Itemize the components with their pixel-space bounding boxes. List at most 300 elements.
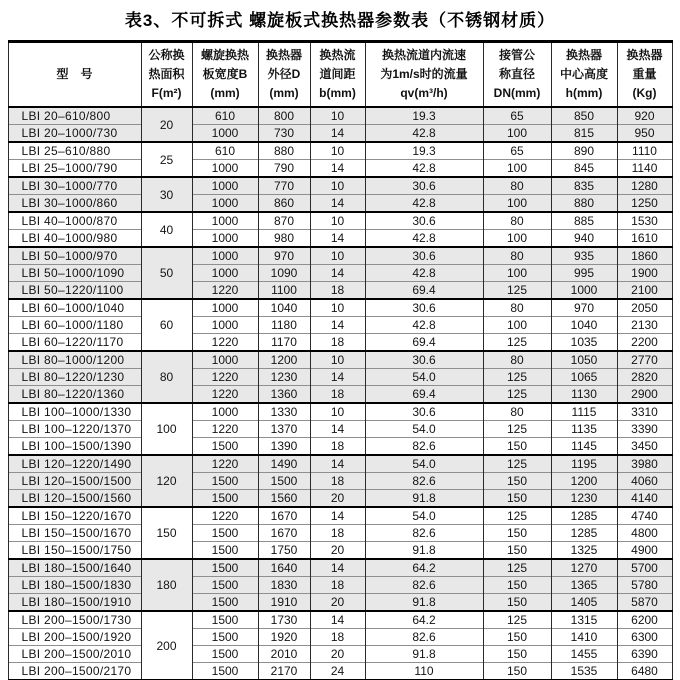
- flow-rate-cell: 30.6: [365, 247, 483, 265]
- column-header-line: 换热器: [565, 48, 602, 62]
- outer-diameter-cell: 1640: [258, 559, 310, 577]
- nozzle-diameter-cell: 100: [483, 230, 551, 248]
- flow-rate-cell: 54.0: [365, 455, 483, 473]
- center-height-cell: 845: [551, 160, 617, 178]
- model-cell: LBI 180–1500/1640: [8, 559, 141, 577]
- column-header-line: 换热器: [626, 48, 663, 62]
- outer-diameter-cell: 860: [258, 195, 310, 213]
- channel-spacing-cell: 14: [310, 230, 365, 248]
- model-cell: LBI 150–1500/1670: [8, 525, 141, 542]
- outer-diameter-cell: 770: [258, 177, 310, 195]
- outer-diameter-cell: 980: [258, 230, 310, 248]
- flow-rate-cell: 54.0: [365, 421, 483, 438]
- plate-width-cell: 1500: [192, 646, 258, 663]
- column-header-outer-diameter: [258, 42, 310, 108]
- flow-rate-cell: 19.3: [365, 107, 483, 125]
- outer-diameter-cell: 800: [258, 107, 310, 125]
- nozzle-diameter-cell: 150: [483, 473, 551, 490]
- center-height-cell: 835: [551, 177, 617, 195]
- plate-width-cell: 1500: [192, 611, 258, 629]
- table-row: [8, 299, 672, 317]
- channel-spacing-cell: 10: [310, 177, 365, 195]
- nozzle-diameter-cell: 100: [483, 195, 551, 213]
- channel-spacing-cell: 14: [310, 507, 365, 525]
- nominal-area-cell: 50: [141, 247, 192, 299]
- nozzle-diameter-cell: 125: [483, 421, 551, 438]
- channel-spacing-cell: 14: [310, 421, 365, 438]
- flow-rate-cell: 42.8: [365, 125, 483, 143]
- weight-cell: 2820: [617, 369, 672, 386]
- model-cell: LBI 60–1000/1040: [8, 299, 141, 317]
- column-header-line: F(m²): [151, 86, 182, 100]
- center-height-cell: 1035: [551, 334, 617, 352]
- model-cell: LBI 200–1500/2170: [8, 663, 141, 680]
- column-header-line: 型 号: [56, 67, 93, 81]
- plate-width-cell: 1000: [192, 230, 258, 248]
- nozzle-diameter-cell: 150: [483, 577, 551, 594]
- weight-cell: 4740: [617, 507, 672, 525]
- plate-width-cell: 1500: [192, 473, 258, 490]
- center-height-cell: 970: [551, 299, 617, 317]
- nominal-area-cell: 180: [141, 559, 192, 611]
- nozzle-diameter-cell: 125: [483, 334, 551, 352]
- channel-spacing-cell: 18: [310, 386, 365, 404]
- table-row: [8, 125, 672, 143]
- model-cell: LBI 50–1000/1090: [8, 265, 141, 282]
- channel-spacing-cell: 18: [310, 525, 365, 542]
- weight-cell: 5780: [617, 577, 672, 594]
- center-height-cell: 1195: [551, 455, 617, 473]
- plate-width-cell: 1220: [192, 386, 258, 404]
- table-row: [8, 438, 672, 456]
- center-height-cell: 995: [551, 265, 617, 282]
- channel-spacing-cell: 10: [310, 351, 365, 369]
- plate-width-cell: 1500: [192, 559, 258, 577]
- flow-rate-cell: 82.6: [365, 525, 483, 542]
- center-height-cell: 1325: [551, 542, 617, 560]
- weight-cell: 3980: [617, 455, 672, 473]
- plate-width-cell: 1500: [192, 542, 258, 560]
- column-header-line: (Kg): [632, 86, 657, 100]
- channel-spacing-cell: 20: [310, 646, 365, 663]
- channel-spacing-cell: 10: [310, 212, 365, 230]
- nozzle-diameter-cell: 80: [483, 247, 551, 265]
- weight-cell: 2900: [617, 386, 672, 404]
- plate-width-cell: 1000: [192, 160, 258, 178]
- channel-spacing-cell: 14: [310, 195, 365, 213]
- nozzle-diameter-cell: 125: [483, 611, 551, 629]
- weight-cell: 2100: [617, 282, 672, 300]
- nominal-area-cell: 120: [141, 455, 192, 507]
- model-cell: LBI 180–1500/1830: [8, 577, 141, 594]
- nozzle-diameter-cell: 125: [483, 559, 551, 577]
- table-row: [8, 559, 672, 577]
- model-cell: LBI 100–1000/1330: [8, 403, 141, 421]
- flow-rate-cell: 19.3: [365, 142, 483, 160]
- weight-cell: 6300: [617, 629, 672, 646]
- column-header-center-height: [551, 42, 617, 108]
- center-height-cell: 1230: [551, 490, 617, 508]
- weight-cell: 4900: [617, 542, 672, 560]
- column-header-line: h(mm): [565, 86, 603, 100]
- outer-diameter-cell: 1490: [258, 455, 310, 473]
- flow-rate-cell: 42.8: [365, 195, 483, 213]
- nozzle-diameter-cell: 150: [483, 542, 551, 560]
- center-height-cell: 1285: [551, 525, 617, 542]
- weight-cell: 6390: [617, 646, 672, 663]
- plate-width-cell: 1000: [192, 195, 258, 213]
- center-height-cell: 815: [551, 125, 617, 143]
- table-row: [8, 455, 672, 473]
- column-header-line: 换热器: [265, 48, 302, 62]
- outer-diameter-cell: 1040: [258, 299, 310, 317]
- column-header-nozzle-diameter: [483, 42, 551, 108]
- column-header-line: 公称换: [148, 48, 185, 62]
- model-cell: LBI 20–1000/730: [8, 125, 141, 143]
- plate-width-cell: 1500: [192, 577, 258, 594]
- flow-rate-cell: 69.4: [365, 386, 483, 404]
- table-row: [8, 490, 672, 508]
- column-header-line: (mm): [210, 86, 240, 100]
- flow-rate-cell: 69.4: [365, 334, 483, 352]
- table-row: [8, 351, 672, 369]
- table-row: [8, 663, 672, 680]
- nozzle-diameter-cell: 150: [483, 629, 551, 646]
- plate-width-cell: 1500: [192, 594, 258, 612]
- weight-cell: 1900: [617, 265, 672, 282]
- outer-diameter-cell: 1090: [258, 265, 310, 282]
- table-row: [8, 629, 672, 646]
- channel-spacing-cell: 18: [310, 334, 365, 352]
- center-height-cell: 935: [551, 247, 617, 265]
- model-cell: LBI 40–1000/980: [8, 230, 141, 248]
- plate-width-cell: 1500: [192, 490, 258, 508]
- channel-spacing-cell: 14: [310, 455, 365, 473]
- table-row: [8, 265, 672, 282]
- column-header-line: 外径D: [267, 67, 301, 81]
- weight-cell: 3310: [617, 403, 672, 421]
- nominal-area-cell: 100: [141, 403, 192, 455]
- channel-spacing-cell: 24: [310, 663, 365, 680]
- table-row: [8, 195, 672, 213]
- model-cell: LBI 30–1000/770: [8, 177, 141, 195]
- weight-cell: 3450: [617, 438, 672, 456]
- model-cell: LBI 30–1000/860: [8, 195, 141, 213]
- flow-rate-cell: 64.2: [365, 611, 483, 629]
- table-row: [8, 386, 672, 404]
- plate-width-cell: 610: [192, 142, 258, 160]
- model-cell: LBI 200–1500/1920: [8, 629, 141, 646]
- model-cell: LBI 60–1220/1170: [8, 334, 141, 352]
- plate-width-cell: 1220: [192, 334, 258, 352]
- weight-cell: 1280: [617, 177, 672, 195]
- nominal-area-cell: 150: [141, 507, 192, 559]
- plate-width-cell: 1500: [192, 438, 258, 456]
- outer-diameter-cell: 1500: [258, 473, 310, 490]
- plate-width-cell: 610: [192, 107, 258, 125]
- outer-diameter-cell: 1200: [258, 351, 310, 369]
- model-cell: LBI 200–1500/1730: [8, 611, 141, 629]
- model-cell: LBI 25–1000/790: [8, 160, 141, 178]
- table-row: [8, 542, 672, 560]
- column-header-line: qv(m³/h): [400, 86, 448, 100]
- column-header-line: 板宽度B: [202, 67, 248, 81]
- model-cell: LBI 50–1000/970: [8, 247, 141, 265]
- column-header-line: 热面积: [148, 67, 185, 81]
- flow-rate-cell: 91.8: [365, 490, 483, 508]
- weight-cell: 2050: [617, 299, 672, 317]
- outer-diameter-cell: 1910: [258, 594, 310, 612]
- column-header-line: 换热流道内流速: [381, 48, 466, 62]
- weight-cell: 950: [617, 125, 672, 143]
- nominal-area-cell: 80: [141, 351, 192, 403]
- weight-cell: 6200: [617, 611, 672, 629]
- flow-rate-cell: 54.0: [365, 507, 483, 525]
- outer-diameter-cell: 1390: [258, 438, 310, 456]
- nozzle-diameter-cell: 150: [483, 594, 551, 612]
- weight-cell: 4140: [617, 490, 672, 508]
- outer-diameter-cell: 1330: [258, 403, 310, 421]
- flow-rate-cell: 69.4: [365, 282, 483, 300]
- center-height-cell: 1270: [551, 559, 617, 577]
- channel-spacing-cell: 10: [310, 247, 365, 265]
- column-header-line: 接管公: [498, 48, 535, 62]
- model-cell: LBI 120–1500/1500: [8, 473, 141, 490]
- outer-diameter-cell: 1100: [258, 282, 310, 300]
- flow-rate-cell: 82.6: [365, 473, 483, 490]
- table-row: [8, 403, 672, 421]
- model-cell: LBI 120–1500/1560: [8, 490, 141, 508]
- outer-diameter-cell: 1560: [258, 490, 310, 508]
- table-row: [8, 160, 672, 178]
- nozzle-diameter-cell: 100: [483, 160, 551, 178]
- flow-rate-cell: 42.8: [365, 317, 483, 334]
- channel-spacing-cell: 18: [310, 577, 365, 594]
- outer-diameter-cell: 790: [258, 160, 310, 178]
- plate-width-cell: 1500: [192, 629, 258, 646]
- channel-spacing-cell: 20: [310, 542, 365, 560]
- outer-diameter-cell: 870: [258, 212, 310, 230]
- outer-diameter-cell: 1730: [258, 611, 310, 629]
- center-height-cell: 850: [551, 107, 617, 125]
- table-header-row: [8, 42, 672, 108]
- nozzle-diameter-cell: 100: [483, 125, 551, 143]
- nozzle-diameter-cell: 125: [483, 386, 551, 404]
- flow-rate-cell: 30.6: [365, 299, 483, 317]
- nozzle-diameter-cell: 150: [483, 646, 551, 663]
- center-height-cell: 1040: [551, 317, 617, 334]
- column-header-channel-spacing: [310, 42, 365, 108]
- weight-cell: 3390: [617, 421, 672, 438]
- column-header-line: (mm): [269, 86, 299, 100]
- table-row: [8, 577, 672, 594]
- nozzle-diameter-cell: 125: [483, 369, 551, 386]
- center-height-cell: 940: [551, 230, 617, 248]
- weight-cell: 6480: [617, 663, 672, 680]
- column-header-weight: [617, 42, 672, 108]
- weight-cell: 1140: [617, 160, 672, 178]
- model-cell: LBI 25–610/880: [8, 142, 141, 160]
- table-row: [8, 646, 672, 663]
- outer-diameter-cell: 2010: [258, 646, 310, 663]
- center-height-cell: 1405: [551, 594, 617, 612]
- channel-spacing-cell: 14: [310, 125, 365, 143]
- channel-spacing-cell: 10: [310, 107, 365, 125]
- table-row: [8, 334, 672, 352]
- nozzle-diameter-cell: 100: [483, 317, 551, 334]
- table-title: 表3、不可拆式 螺旋板式换热器参数表（不锈钢材质）: [124, 11, 556, 30]
- column-header-line: b(mm): [319, 86, 356, 100]
- table-row: [8, 369, 672, 386]
- table-row: [8, 212, 672, 230]
- weight-cell: 2130: [617, 317, 672, 334]
- flow-rate-cell: 82.6: [365, 629, 483, 646]
- nozzle-diameter-cell: 150: [483, 663, 551, 680]
- model-cell: LBI 80–1000/1200: [8, 351, 141, 369]
- table-row: [8, 142, 672, 160]
- weight-cell: 920: [617, 107, 672, 125]
- weight-cell: 2770: [617, 351, 672, 369]
- column-header-model: [8, 42, 141, 108]
- outer-diameter-cell: 1670: [258, 525, 310, 542]
- center-height-cell: 885: [551, 212, 617, 230]
- flow-rate-cell: 110: [365, 663, 483, 680]
- flow-rate-cell: 42.8: [365, 265, 483, 282]
- nozzle-diameter-cell: 125: [483, 455, 551, 473]
- channel-spacing-cell: 14: [310, 559, 365, 577]
- center-height-cell: 1000: [551, 282, 617, 300]
- channel-spacing-cell: 18: [310, 473, 365, 490]
- center-height-cell: 1410: [551, 629, 617, 646]
- column-header-line: 螺旋换热: [200, 48, 249, 62]
- outer-diameter-cell: 1750: [258, 542, 310, 560]
- plate-width-cell: 1000: [192, 177, 258, 195]
- nozzle-diameter-cell: 65: [483, 107, 551, 125]
- nozzle-diameter-cell: 150: [483, 525, 551, 542]
- flow-rate-cell: 64.2: [365, 559, 483, 577]
- table-row: [8, 230, 672, 248]
- channel-spacing-cell: 14: [310, 611, 365, 629]
- column-header-line: 道间距: [319, 67, 356, 81]
- flow-rate-cell: 42.8: [365, 160, 483, 178]
- weight-cell: 4060: [617, 473, 672, 490]
- center-height-cell: 1115: [551, 403, 617, 421]
- nominal-area-cell: 60: [141, 299, 192, 351]
- nozzle-diameter-cell: 80: [483, 299, 551, 317]
- weight-cell: 5700: [617, 559, 672, 577]
- weight-cell: 1110: [617, 142, 672, 160]
- nozzle-diameter-cell: 80: [483, 177, 551, 195]
- model-cell: LBI 80–1220/1230: [8, 369, 141, 386]
- plate-width-cell: 1220: [192, 421, 258, 438]
- table-row: [8, 107, 672, 125]
- center-height-cell: 1365: [551, 577, 617, 594]
- plate-width-cell: 1000: [192, 212, 258, 230]
- plate-width-cell: 1000: [192, 351, 258, 369]
- channel-spacing-cell: 20: [310, 594, 365, 612]
- table-row: [8, 317, 672, 334]
- flow-rate-cell: 91.8: [365, 594, 483, 612]
- table-row: [8, 525, 672, 542]
- table-row: [8, 473, 672, 490]
- center-height-cell: 1135: [551, 421, 617, 438]
- nozzle-diameter-cell: 80: [483, 212, 551, 230]
- plate-width-cell: 1000: [192, 265, 258, 282]
- table-row: [8, 421, 672, 438]
- model-cell: LBI 120–1220/1490: [8, 455, 141, 473]
- outer-diameter-cell: 1920: [258, 629, 310, 646]
- flow-rate-cell: 30.6: [365, 177, 483, 195]
- parameters-table: [8, 40, 673, 680]
- weight-cell: 1250: [617, 195, 672, 213]
- outer-diameter-cell: 2170: [258, 663, 310, 680]
- flow-rate-cell: 42.8: [365, 230, 483, 248]
- plate-width-cell: 1000: [192, 403, 258, 421]
- channel-spacing-cell: 10: [310, 403, 365, 421]
- center-height-cell: 1285: [551, 507, 617, 525]
- plate-width-cell: 1500: [192, 663, 258, 680]
- column-header-line: 称直径: [498, 67, 535, 81]
- center-height-cell: 1200: [551, 473, 617, 490]
- weight-cell: 2200: [617, 334, 672, 352]
- outer-diameter-cell: 1830: [258, 577, 310, 594]
- outer-diameter-cell: 1670: [258, 507, 310, 525]
- nominal-area-cell: 30: [141, 177, 192, 212]
- center-height-cell: 1315: [551, 611, 617, 629]
- weight-cell: 1610: [617, 230, 672, 248]
- plate-width-cell: 1220: [192, 507, 258, 525]
- column-header-plate-width: [192, 42, 258, 108]
- column-header-area: [141, 42, 192, 108]
- channel-spacing-cell: 18: [310, 629, 365, 646]
- flow-rate-cell: 91.8: [365, 542, 483, 560]
- center-height-cell: 1535: [551, 663, 617, 680]
- table-row: [8, 611, 672, 629]
- model-cell: LBI 200–1500/2010: [8, 646, 141, 663]
- column-header-line: 为1m/s时的流量: [380, 67, 468, 81]
- model-cell: LBI 100–1500/1390: [8, 438, 141, 456]
- channel-spacing-cell: 14: [310, 369, 365, 386]
- flow-rate-cell: 82.6: [365, 438, 483, 456]
- nominal-area-cell: 200: [141, 611, 192, 680]
- nozzle-diameter-cell: 125: [483, 282, 551, 300]
- table-row: [8, 177, 672, 195]
- channel-spacing-cell: 10: [310, 142, 365, 160]
- outer-diameter-cell: 880: [258, 142, 310, 160]
- flow-rate-cell: 30.6: [365, 351, 483, 369]
- nozzle-diameter-cell: 125: [483, 507, 551, 525]
- channel-spacing-cell: 10: [310, 299, 365, 317]
- channel-spacing-cell: 20: [310, 490, 365, 508]
- flow-rate-cell: 54.0: [365, 369, 483, 386]
- weight-cell: 4800: [617, 525, 672, 542]
- table-row: [8, 282, 672, 300]
- plate-width-cell: 1000: [192, 299, 258, 317]
- model-cell: LBI 20–610/800: [8, 107, 141, 125]
- column-header-line: DN(mm): [493, 86, 541, 100]
- flow-rate-cell: 91.8: [365, 646, 483, 663]
- center-height-cell: 1145: [551, 438, 617, 456]
- center-height-cell: 880: [551, 195, 617, 213]
- nozzle-diameter-cell: 150: [483, 438, 551, 456]
- channel-spacing-cell: 18: [310, 438, 365, 456]
- model-cell: LBI 100–1220/1370: [8, 421, 141, 438]
- plate-width-cell: 1000: [192, 247, 258, 265]
- flow-rate-cell: 30.6: [365, 403, 483, 421]
- table-row: [8, 594, 672, 612]
- table-row: [8, 507, 672, 525]
- table-row: [8, 247, 672, 265]
